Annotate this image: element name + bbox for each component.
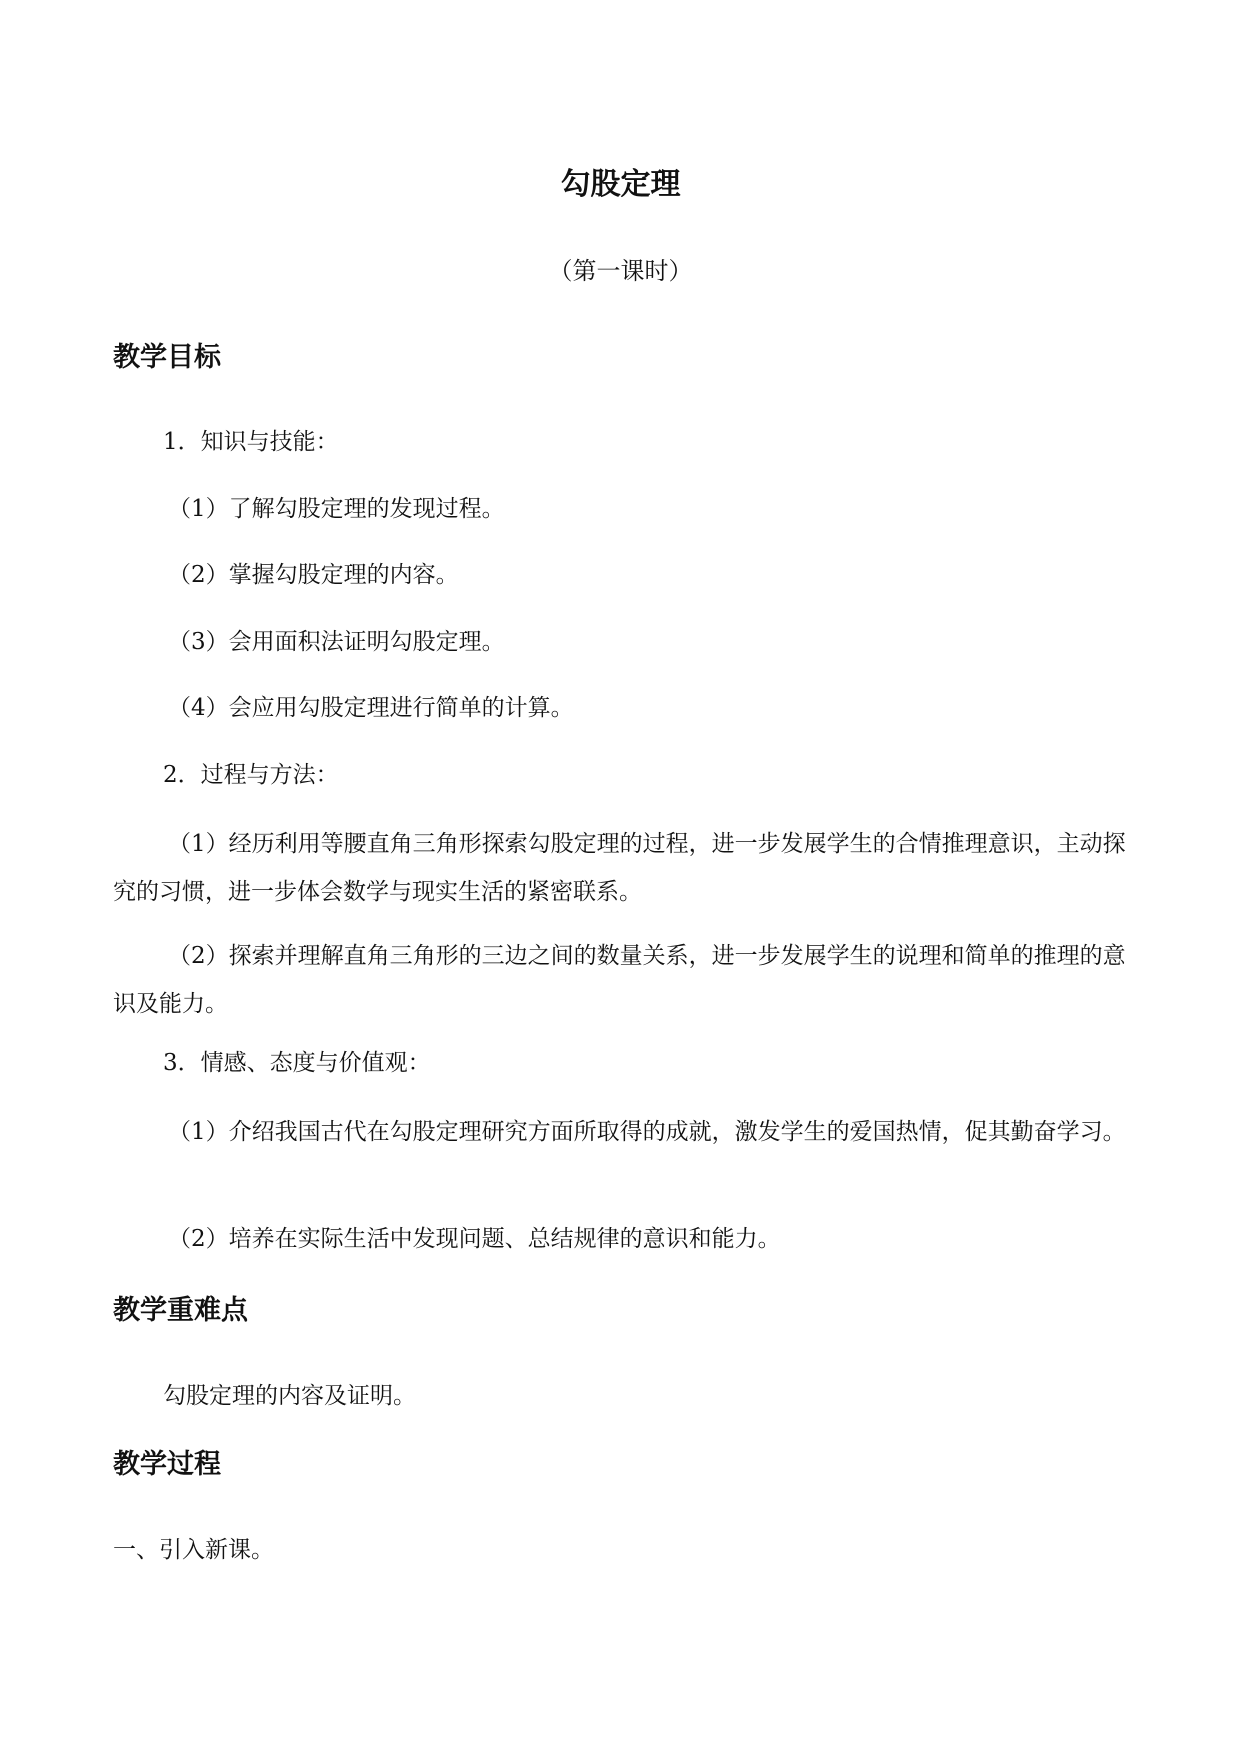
objective-attitude-item-2: （2）培养在实际生活中发现问题、总结规律的意识和能力。	[168, 1226, 781, 1252]
heading-teaching-process: 教学过程	[113, 1449, 221, 1480]
document-title: 勾股定理	[560, 167, 681, 202]
key-points-text: 勾股定理的内容及证明。	[163, 1383, 416, 1409]
objective-process-label: 2．过程与方法：	[163, 762, 339, 788]
objective-attitude-item-1: （1）介绍我国古代在勾股定理研究方面所取得的成就，激发学生的爱国热情，促其勤奋学习。	[168, 1119, 1126, 1145]
objective-process-item-2: （2）探索并理解直角三角形的三边之间的数量关系，进一步发展学生的说理和简单的推理的意识及能力。	[113, 943, 1126, 1017]
objective-knowledge-item-2: （2）掌握勾股定理的内容。	[168, 562, 459, 588]
document-subtitle: （第一课时）	[548, 257, 693, 285]
objective-knowledge-item-3: （3）会用面积法证明勾股定理。	[168, 629, 505, 655]
teaching-process-step-1: 一、引入新课。	[113, 1537, 274, 1563]
objective-knowledge-label: 1．知识与技能：	[163, 429, 339, 455]
objective-knowledge-item-1: （1）了解勾股定理的发现过程。	[168, 496, 505, 522]
objective-process-item-1: （1）经历利用等腰直角三角形探索勾股定理的过程，进一步发展学生的合情推理意识，主动探究的习惯，进一步体会数学与现实生活的紧密联系。	[113, 831, 1126, 905]
objective-knowledge-item-4: （4）会应用勾股定理进行简单的计算。	[168, 695, 574, 721]
heading-key-points: 教学重难点	[113, 1295, 248, 1326]
heading-objectives: 教学目标	[113, 342, 221, 373]
objective-attitude-label: 3．情感、态度与价值观：	[163, 1050, 431, 1076]
